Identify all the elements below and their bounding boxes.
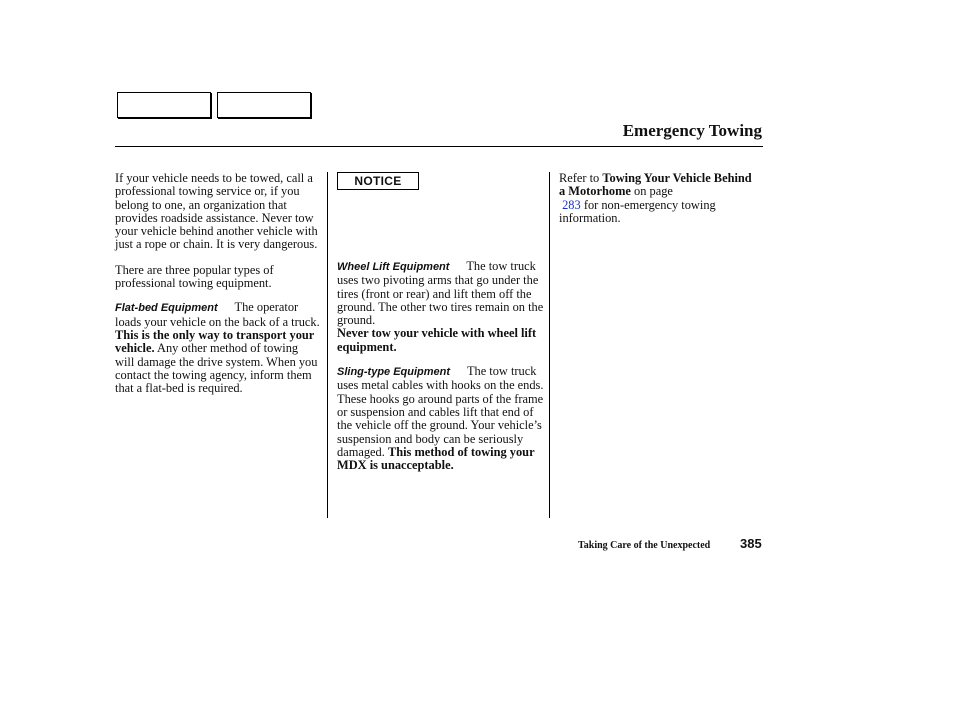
footer-section-label: Taking Care of the Unexpected: [578, 540, 711, 551]
refer-bold: Towing Your Vehicle Behind a Motorhome: [559, 171, 752, 199]
flatbed-heading: Flat-bed Equipment: [115, 302, 218, 315]
wheel-lift-warning: Never tow your vehicle with wheel lift equipment.: [337, 326, 537, 354]
sling-bold: This method of towing your MDX is unacceptable.: [337, 444, 535, 473]
intro-paragraph: If your vehicle needs to be towed, call a professional towing service or, if you belong to one, an organization that provides roadside assistance. Never tow your vehicle behind another vehicle with just a rope or chain. It is very dangerous.: [115, 171, 318, 252]
column-1: [115, 172, 320, 395]
page-number: 385: [740, 536, 762, 551]
notice-label: NOTICE: [337, 172, 419, 190]
flatbed-paragraph: [115, 301, 320, 395]
column-3: [559, 172, 759, 225]
column-divider-2: [549, 172, 550, 518]
page-283-link[interactable]: 283: [562, 197, 581, 212]
flatbed-text-1: The operator loads your vehicle on the back of a truck.: [115, 300, 320, 329]
column-divider-1: [327, 172, 328, 518]
sling-text: The tow truck uses metal cables with hooks on the ends. These hooks go around parts of the frame or suspension and cables lift that end of the vehicle off the ground. Your vehicle’s suspension and body can be seriously damaged.: [337, 364, 544, 459]
sling-paragraph: [337, 365, 544, 472]
refer-prefix: Refer to: [559, 171, 600, 185]
refer-paragraph: [559, 172, 759, 225]
refer-mid: on page: [634, 184, 673, 199]
page-title: Emergency Towing: [622, 121, 762, 140]
sling-heading: Sling-type Equipment: [337, 366, 451, 379]
flatbed-text-2: Any other method of towing will damage the drive system. When you contact the towing agency, inform them that a flat-bed is required.: [115, 341, 318, 396]
equipment-types-paragraph: There are three popular types of professional towing equipment.: [115, 262, 274, 291]
title-rule: [115, 146, 763, 147]
refer-suffix: for non-emergency towing information.: [559, 197, 716, 225]
wheel-lift-paragraph: [337, 260, 544, 327]
wheel-lift-text: The tow truck uses two pivoting arms that go under the tires (front or rear) and lift them off the ground. The other two tires remain on the ground.: [337, 259, 544, 328]
wheel-lift-heading: Wheel Lift Equipment: [337, 261, 450, 273]
column-2: [337, 172, 544, 472]
nav-button-2[interactable]: [217, 92, 311, 118]
flatbed-bold: This is the only way to transport your vehicle.: [115, 327, 315, 356]
nav-button-1[interactable]: [117, 92, 211, 118]
